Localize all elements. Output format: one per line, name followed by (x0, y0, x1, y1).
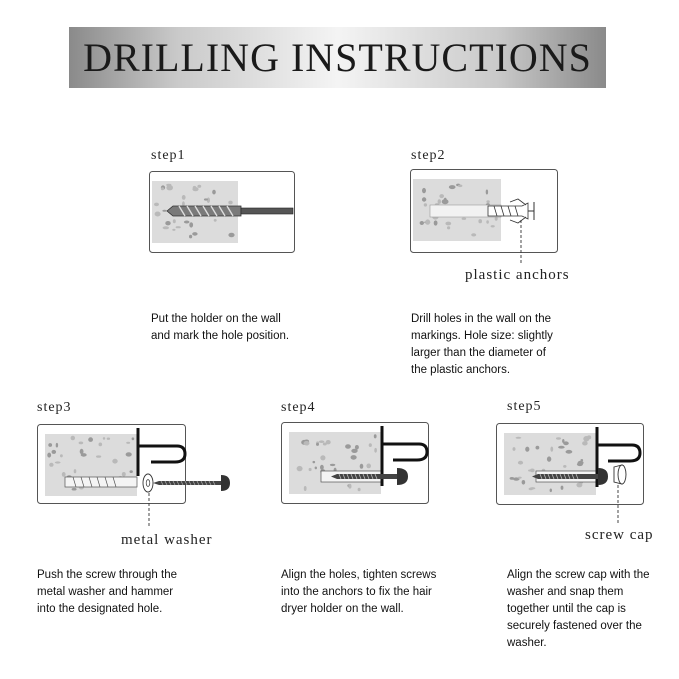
wall-speckle (319, 440, 324, 443)
wall-speckle (462, 218, 467, 220)
step2-label: step2 (411, 148, 446, 163)
wall-speckle (47, 453, 51, 458)
wall-speckle (326, 440, 331, 444)
wall-speckle (48, 443, 52, 447)
wall-speckle (471, 233, 476, 236)
wall-speckle (558, 446, 565, 449)
wall-speckle (330, 464, 335, 466)
wall-speckle (424, 203, 427, 206)
step5-description: Align the screw cap with the washer and snap them together until the cap is securely fastened over the washer. (507, 569, 650, 649)
wall-speckle (561, 486, 564, 490)
wall-speckle (96, 455, 101, 457)
wall-speckle (486, 220, 489, 223)
wall-speckle (316, 443, 319, 446)
wall-speckle (576, 483, 582, 488)
wall-speckle (126, 442, 130, 444)
wall-speckle (189, 222, 193, 227)
wall-speckle (192, 232, 197, 236)
wall-speckle (486, 190, 488, 195)
wall-speckle (578, 461, 584, 465)
wall-speckle (518, 477, 522, 479)
wall-speckle (556, 437, 561, 439)
wall-speckle (193, 186, 197, 190)
wall-speckle (445, 222, 451, 226)
wall-speckle (491, 225, 495, 227)
wall-speckle (122, 472, 126, 477)
step2-description: Drill holes in the wall on the markings. Hole size: slightly larger than the diameter of the plastic anchors. (411, 313, 553, 376)
wall-speckle (163, 226, 169, 229)
wall-speckle (72, 488, 77, 491)
wall-speckle (566, 450, 573, 454)
step2-illustration (410, 169, 558, 253)
wall-speckle (422, 197, 426, 201)
wall-speckle (228, 201, 232, 205)
wall-speckle (320, 455, 325, 460)
wall-speckle (107, 438, 110, 440)
wall-speckle (374, 434, 377, 438)
wall-speckle (351, 449, 357, 453)
wall-speckle (172, 229, 175, 231)
wall-speckle (49, 463, 53, 467)
wall-speckle (126, 452, 132, 456)
step1-illustration (149, 171, 295, 253)
wall-speckle (62, 472, 66, 477)
wall-speckle (510, 477, 515, 480)
wall-speckle (345, 444, 351, 449)
wall-speckle (79, 442, 84, 445)
wall-speckle (130, 470, 133, 473)
wall-speckle (313, 461, 316, 463)
wall-speckle (88, 437, 93, 442)
wall-speckle (442, 199, 449, 204)
wall-speckle (176, 226, 181, 228)
wall-speckle (536, 446, 540, 450)
wall-section (504, 433, 596, 495)
step3-illustration (37, 424, 231, 504)
wall-speckle (204, 198, 208, 200)
wall-speckle (212, 190, 216, 195)
wall-speckle (155, 212, 161, 217)
wall-speckle (154, 203, 159, 207)
metal-washer-callout: metal washer (121, 532, 213, 548)
wall-speckle (366, 464, 371, 469)
wall-speckle (320, 465, 324, 470)
wall-speckle (55, 461, 61, 463)
wall-speckle (369, 443, 372, 447)
wall-speckle (60, 454, 63, 457)
wall-speckle (528, 470, 531, 472)
wall-speckle (420, 221, 424, 225)
wall-speckle (374, 448, 377, 453)
wall-speckle (184, 221, 190, 224)
wall-speckle (458, 185, 462, 188)
wall-speckle (582, 441, 588, 445)
wall-speckle (56, 443, 58, 448)
step5-illustration (496, 423, 644, 505)
wall-speckle (99, 443, 103, 447)
screw-cap-icon (614, 465, 626, 484)
wall-speckle (103, 437, 105, 440)
wall-speckle (529, 488, 533, 491)
wall-speckle (447, 226, 450, 229)
wall-speckle (309, 468, 312, 471)
wall-speckle (71, 436, 75, 441)
wall-speckle (513, 447, 516, 451)
wall-speckle (351, 455, 357, 460)
step5-label: step5 (507, 399, 542, 414)
wall-speckle (439, 194, 444, 198)
wall-speckle (486, 200, 489, 203)
wall-speckle (189, 235, 192, 239)
wall-speckle (522, 480, 526, 485)
wall-speckle (525, 447, 529, 452)
title-banner (69, 27, 606, 88)
wall-speckle (214, 219, 217, 222)
wall-speckle (547, 456, 551, 461)
wall-speckle (165, 221, 170, 225)
step4-description: Align the holes, tighten screws into the anchors to fix the hair dryer holder on the wall. (281, 569, 437, 615)
wall-speckle (358, 488, 361, 492)
wall-speckle (516, 437, 522, 439)
step3-label: step3 (37, 400, 72, 415)
wall-speckle (550, 489, 552, 493)
wall-section (289, 432, 381, 494)
wall-speckle (438, 199, 441, 204)
wall-speckle (197, 185, 201, 188)
wall-speckle (52, 450, 57, 454)
wall-speckle (434, 220, 438, 225)
wall-speckle (161, 187, 164, 190)
wall-speckle (563, 465, 566, 468)
washer-icon (143, 474, 153, 492)
wall-speckle (74, 469, 77, 473)
wall-speckle (304, 486, 307, 491)
wall-speckle (518, 461, 523, 465)
wall-speckle (360, 464, 364, 469)
wall-speckle (228, 233, 234, 238)
wall-speckle (348, 484, 351, 489)
plastic-anchors-callout: plastic anchors (465, 267, 570, 283)
wall-speckle (562, 439, 564, 443)
wall-speckle (449, 185, 456, 189)
wall-speckle (587, 435, 591, 439)
step3-description: Push the screw through the metal washer and hammer into the designated hole. (37, 569, 177, 615)
wall-speckle (162, 210, 166, 212)
wall-speckle (166, 184, 171, 186)
step1-description: Put the holder on the wall and mark the hole position. (151, 313, 290, 342)
wall-speckle (425, 219, 430, 224)
wall-speckle (80, 449, 84, 454)
page-title: DRILLING INSTRUCTIONS (83, 35, 592, 80)
wall-speckle (182, 195, 186, 200)
wall-speckle (297, 466, 303, 471)
wall-speckle (173, 219, 176, 223)
wall-speckle (112, 459, 117, 464)
wall-speckle (478, 219, 482, 223)
screw-cap-callout: screw cap (585, 527, 654, 543)
step4-label: step4 (281, 400, 316, 415)
wall-speckle (550, 447, 553, 452)
step4-illustration (281, 422, 429, 504)
anchor-in-wall (65, 477, 137, 487)
step1-label: step1 (151, 148, 186, 163)
wall-speckle (132, 437, 135, 440)
wall-speckle (422, 188, 426, 193)
wall-speckle (304, 441, 310, 445)
wall-speckle (315, 467, 317, 470)
